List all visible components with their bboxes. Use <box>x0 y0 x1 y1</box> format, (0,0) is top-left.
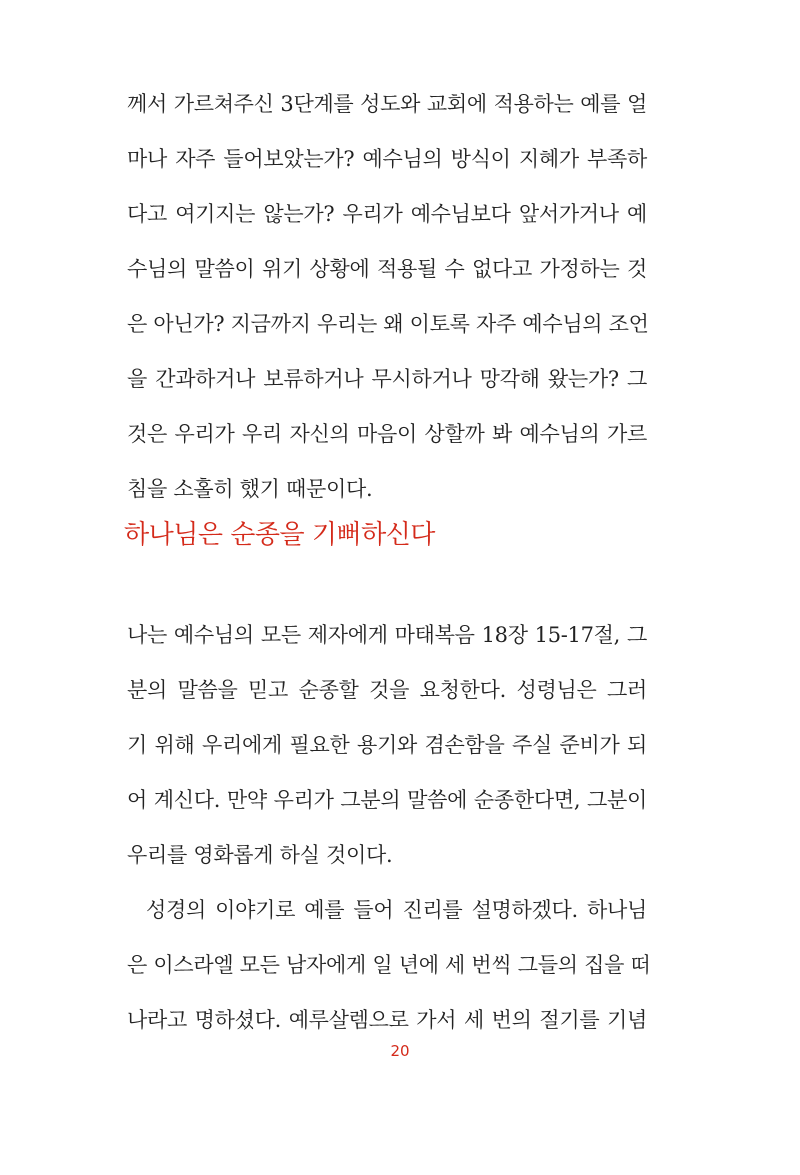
text-line: 은 아닌가? 지금까지 우리는 왜 이토록 자주 예수님의 조언 <box>127 312 649 336</box>
page-number: 20 <box>390 1042 410 1060</box>
text-line: 침을 소홀히 했기 때문이다. <box>127 477 373 501</box>
text-line: 께서 가르쳐주신 3단계를 성도와 교회에 적용하는 예를 얼 <box>127 92 647 116</box>
section-heading: 하나님은 순종을 기뻐하신다 <box>124 520 435 550</box>
text-line: 기 위해 우리에게 필요한 용기와 겸손함을 주실 준비가 되 <box>127 733 647 757</box>
text-line: 수님의 말씀이 위기 상황에 적용될 수 없다고 가정하는 것 <box>127 257 647 281</box>
text-line: 어 계신다. 만약 우리가 그분의 말씀에 순종한다면, 그분이 <box>127 788 647 812</box>
text-line: 을 간과하거나 보류하거나 무시하거나 망각해 왔는가? 그 <box>127 367 647 391</box>
text-line: 우리를 영화롭게 하실 것이다. <box>127 843 393 867</box>
text-line: 마나 자주 들어보았는가? 예수님의 방식이 지혜가 부족하 <box>127 147 647 171</box>
text-line: 은 이스라엘 모든 남자에게 일 년에 세 번씩 그들의 집을 떠 <box>127 953 651 977</box>
text-line: 나라고 명하셨다. 예루살렘으로 가서 세 번의 절기를 기념 <box>127 1008 647 1032</box>
text-line: 분의 말씀을 믿고 순종할 것을 요청한다. 성령님은 그러 <box>127 678 647 702</box>
text-line: 성경의 이야기로 예를 들어 진리를 설명하겠다. 하나님 <box>146 898 647 922</box>
text-line: 것은 우리가 우리 자신의 마음이 상할까 봐 예수님의 가르 <box>127 422 647 446</box>
text-line: 다고 여기지는 않는가? 우리가 예수님보다 앞서가거나 예 <box>127 202 647 226</box>
text-line: 나는 예수님의 모든 제자에게 마태복음 18장 15-17절, 그 <box>127 623 647 647</box>
